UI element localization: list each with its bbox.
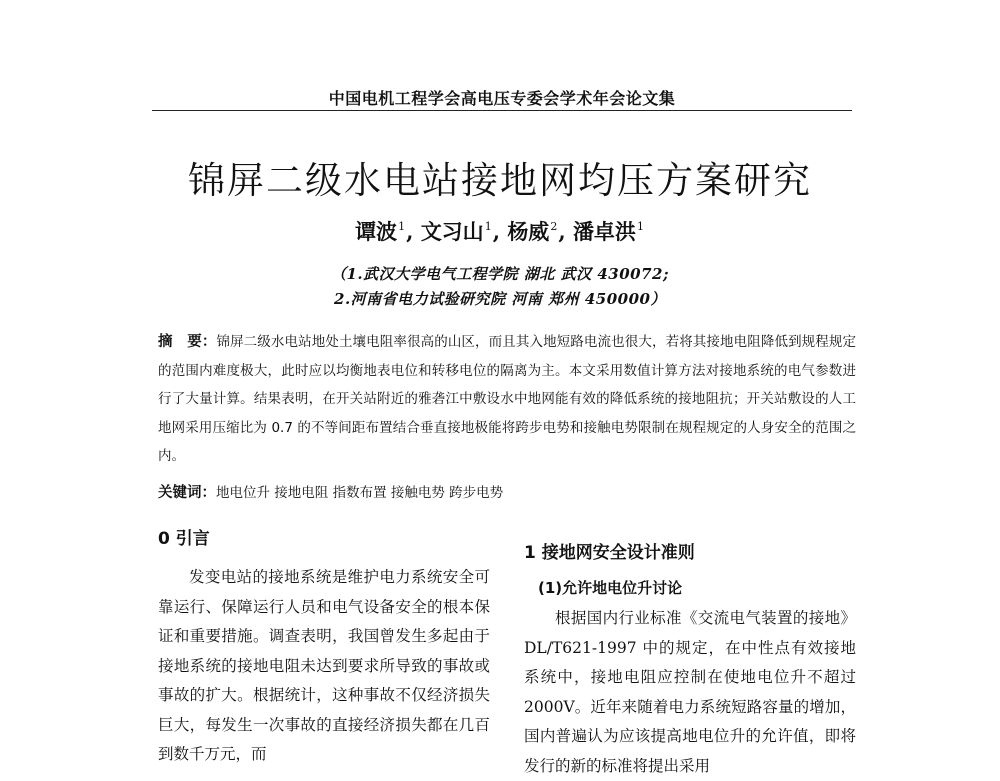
- subsection-heading-gpr: (1)允许地电位升讨论: [538, 579, 683, 597]
- paper-title: 锦屏二级水电站接地网均压方案研究: [188, 159, 812, 202]
- section-heading-intro: 0 引言: [158, 529, 210, 549]
- abstract-text: 锦屏二级水电站地处土壤电阻率很高的山区，而且其入地短路电流也很大，若将其接地电阻降低到规程规定的范围内难度极大，此时应以均衡地表电位和转移电位的隔离为主。本文采用数值计算方法对接地系统的电气参数进行了大量计算。结果表明，在开关站附近的雅砻江中敷设水中地网能有效的降低系统的接地阻抗；开关站敷设的人工地网采用压缩比为 0.7 的不等间距布置结合垂直接地极能将跨步电势和接触电势限制在规程规定的人身安全的范围之内。: [158, 334, 857, 464]
- author-affil-mark: 2: [550, 220, 558, 233]
- abstract-label: 摘 要：: [158, 334, 217, 350]
- author-affil-mark: 1: [398, 220, 406, 233]
- author-name: 潘卓洪: [572, 219, 636, 244]
- journal-header: 中国电机工程学会高电压专委会学术年会论文集: [328, 89, 676, 108]
- author-name: 谭波: [355, 219, 398, 244]
- abstract: [158, 328, 856, 471]
- criteria-paragraph: 根据国内行业标准《交流电气装置的接地》DL/T621-1997 中的规定，在中性点有效接地系统中，接地电阻应控制在使地电位升不超过 2000V。近年来随着电力系统短路容量的增加，国内普遍认为应该提高地电位升的允许值，即将发行的新的标准将提出采用: [524, 609, 856, 775]
- author-name: 文习山: [420, 219, 484, 244]
- author-affil-mark: 1: [636, 220, 644, 233]
- keywords-label: 关键词：: [158, 485, 216, 501]
- intro-paragraph: 发变电站的接地系统是维护电力系统安全可靠运行、保障运行人员和电气设备安全的根本保证和重要措施。调查表明，我国曾发生多起由于接地系统的接地电阻未达到要求所导致的事故或事故的扩大。根据统计，这种事故不仅经济损失巨大，每发生一次事故的直接经济损失都在几百到数千万元，而: [158, 568, 490, 763]
- affiliation-2: 2.河南省电力试验研究院 河南 郑州 450000）: [334, 290, 666, 308]
- keywords: [158, 481, 856, 502]
- right-column: [524, 604, 856, 781]
- section-heading-criteria: 1 接地网安全设计准则: [524, 543, 695, 563]
- author-name: 杨威: [507, 219, 550, 244]
- author-list: 谭波$^1$, 文习山$^1$, 杨威$^2$, 潘卓洪$^1$: [355, 219, 644, 244]
- affiliation-1: （1.武汉大学电气工程学院 湖北 武汉 430072;: [331, 265, 669, 283]
- left-column: [158, 563, 490, 770]
- header-rule: [152, 110, 852, 111]
- keywords-text: 地电位升 接地电阻 指数布置 接触电势 跨步电势: [216, 485, 504, 501]
- author-affil-mark: 1: [484, 220, 492, 233]
